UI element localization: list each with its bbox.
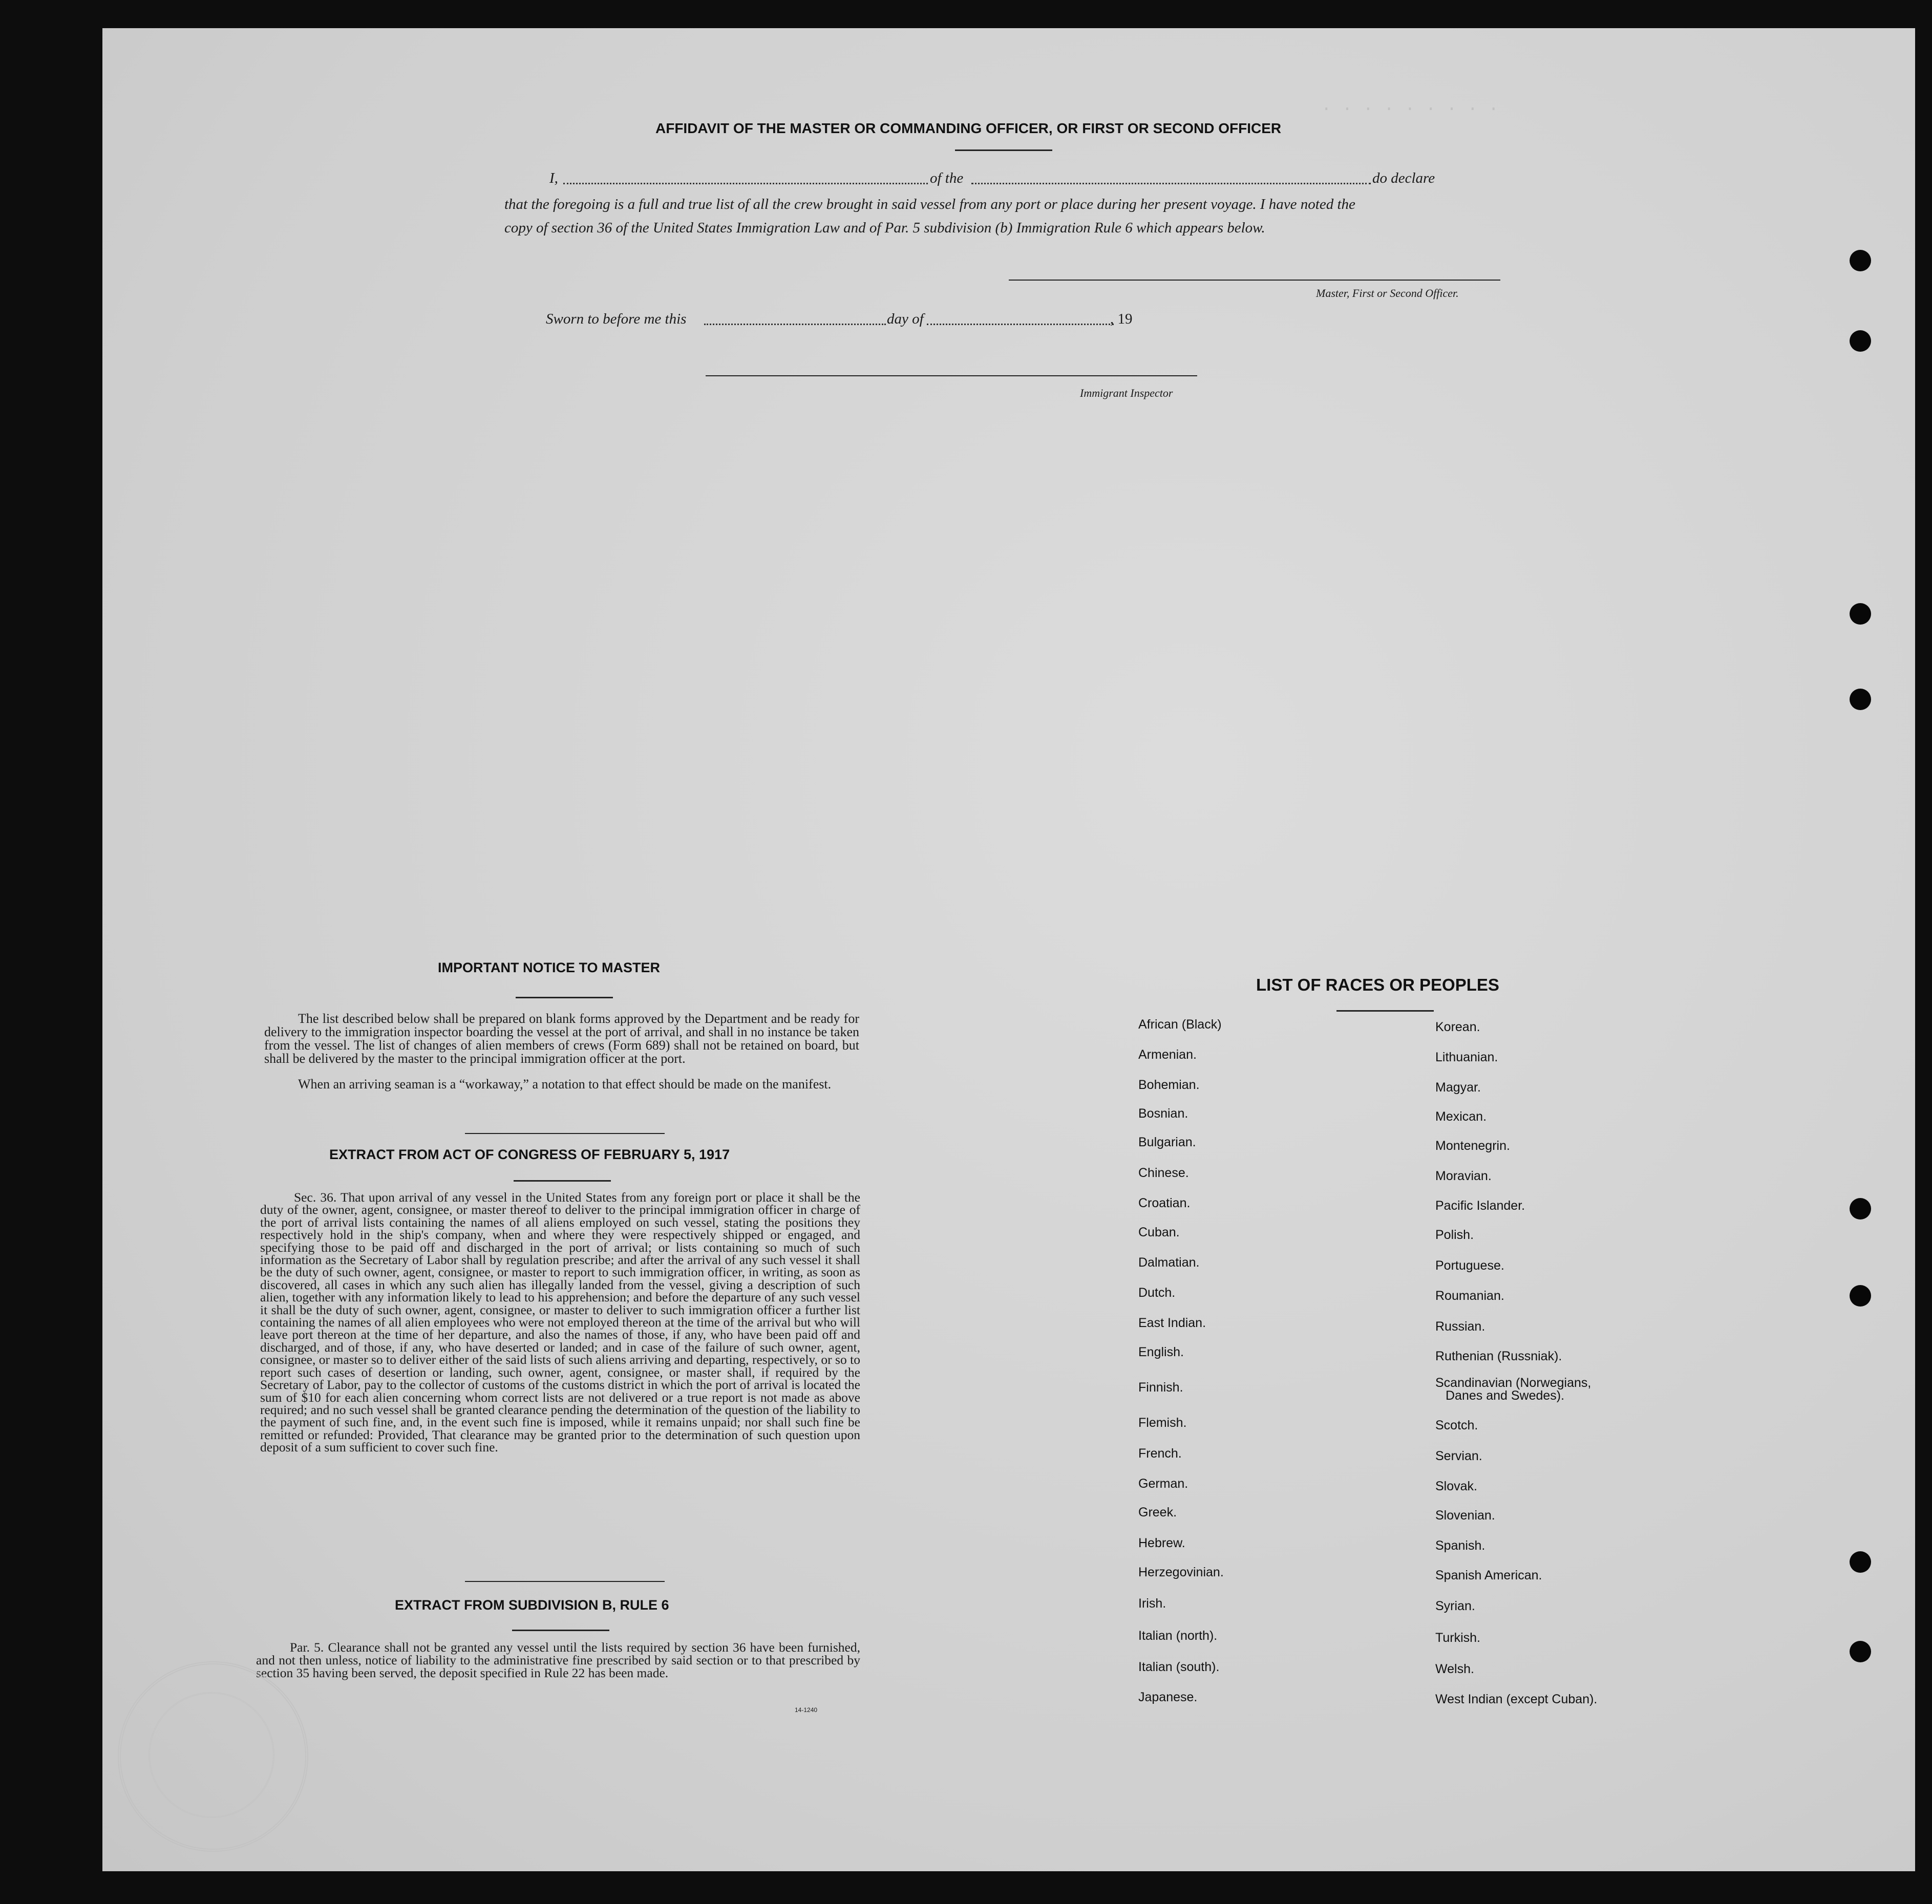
rule6-title: EXTRACT FROM SUBDIVISION B, RULE 6 xyxy=(395,1597,669,1613)
race-right-2: Lithuanian. xyxy=(1435,1050,1498,1064)
sworn-day-blank[interactable] xyxy=(704,324,886,325)
race-right-7: Pacific Islander. xyxy=(1435,1199,1525,1213)
race-left-14: Flemish. xyxy=(1138,1416,1187,1430)
vessel-blank[interactable] xyxy=(971,183,1371,184)
race-right-8: Polish. xyxy=(1435,1228,1474,1242)
race-left-21: Italian (north). xyxy=(1138,1629,1218,1643)
race-right-20: Spanish American. xyxy=(1435,1568,1542,1582)
master-caption: Master, First or Second Officer. xyxy=(1316,287,1459,299)
race-right-14: Danes and Swedes). xyxy=(1446,1388,1565,1403)
races-rule xyxy=(1336,1010,1434,1012)
punch-hole xyxy=(1850,1198,1871,1220)
do-declare-label: do declare xyxy=(1372,170,1435,186)
year-label: , 19 xyxy=(1110,311,1133,327)
inspector-caption: Immigrant Inspector xyxy=(1080,387,1173,399)
race-right-18: Slovenian. xyxy=(1435,1508,1495,1523)
race-right-9: Portuguese. xyxy=(1435,1258,1504,1273)
race-left-16: German. xyxy=(1138,1477,1188,1491)
race-left-4: Bosnian. xyxy=(1138,1106,1188,1121)
race-left-12: English. xyxy=(1138,1345,1184,1359)
act-title: EXTRACT FROM ACT OF CONGRESS OF FEBRUARY 5, 1917 xyxy=(329,1147,730,1162)
race-left-8: Cuban. xyxy=(1138,1225,1180,1239)
race-left-19: Herzegovinian. xyxy=(1138,1565,1224,1579)
notice-paragraph-2: When an arriving seaman is a “workaway,” a notation to that effect should be made on the manifest. xyxy=(298,1077,832,1092)
punch-hole xyxy=(1850,1551,1871,1573)
of-the-label: of the xyxy=(930,170,964,186)
race-right-22: Turkish. xyxy=(1435,1631,1480,1645)
race-right-13: Scandinavian (Norwegians, xyxy=(1435,1376,1591,1390)
embossed-seal-inner xyxy=(148,1692,274,1818)
race-right-15: Scotch. xyxy=(1435,1418,1478,1432)
punch-hole xyxy=(1850,250,1871,271)
race-right-16: Servian. xyxy=(1435,1449,1482,1463)
rule6-rule-top xyxy=(465,1581,665,1582)
notice-paragraph-1: The list described below shall be prepared on blank forms approved by the Department and be ready for delivery to the immigration inspector boarding the vessel at the port of arrival, and shall in no instance be taken from the vessel. The list of changes of alien members of crews (Form 689) shall not be retained on board, but shall be delivered by the master to the principal immigration officer at the port. xyxy=(264,1011,859,1066)
affidavit-line-1: that the foregoing is a full and true list of all the crew brought in said vessel from any port or place during her present voyage. I have noted the xyxy=(504,196,1355,212)
punch-hole xyxy=(1850,689,1871,710)
race-left-13: Finnish. xyxy=(1138,1380,1183,1395)
race-left-6: Chinese. xyxy=(1138,1166,1189,1180)
race-right-6: Moravian. xyxy=(1435,1169,1492,1183)
race-right-21: Syrian. xyxy=(1435,1599,1475,1613)
form-number: 14-1240 xyxy=(795,1706,818,1714)
race-right-23: Welsh. xyxy=(1435,1662,1474,1676)
document-page xyxy=(102,28,1915,1871)
race-right-12: Ruthenian (Russniak). xyxy=(1435,1349,1562,1363)
race-right-11: Russian. xyxy=(1435,1319,1485,1334)
act-rule xyxy=(514,1180,611,1182)
race-left-10: Dutch. xyxy=(1138,1286,1176,1300)
day-of-label: day of xyxy=(887,311,924,327)
race-left-9: Dalmatian. xyxy=(1138,1255,1200,1270)
master-signature-line[interactable] xyxy=(1009,280,1500,281)
race-left-23: Japanese. xyxy=(1138,1690,1198,1704)
race-left-3: Bohemian. xyxy=(1138,1078,1200,1092)
sworn-label: Sworn to before me this xyxy=(546,311,687,327)
race-left-20: Irish. xyxy=(1138,1596,1166,1611)
notice-rule xyxy=(516,997,613,998)
race-left-2: Armenian. xyxy=(1138,1047,1197,1062)
race-left-1: African (Black) xyxy=(1138,1017,1222,1032)
act-rule-top xyxy=(465,1133,665,1134)
race-left-15: French. xyxy=(1138,1446,1182,1461)
race-left-7: Croatian. xyxy=(1138,1196,1191,1210)
race-right-17: Slovak. xyxy=(1435,1479,1477,1493)
races-title: LIST OF RACES OR PEOPLES xyxy=(1256,975,1499,994)
race-left-5: Bulgarian. xyxy=(1138,1135,1196,1149)
race-right-3: Magyar. xyxy=(1435,1080,1481,1095)
inspector-signature-line[interactable] xyxy=(706,375,1197,376)
rule6-rule xyxy=(512,1630,609,1631)
race-right-19: Spanish. xyxy=(1435,1538,1485,1553)
race-right-1: Korean. xyxy=(1435,1020,1480,1034)
punch-hole xyxy=(1850,1285,1871,1307)
punch-hole xyxy=(1850,1641,1871,1662)
name-blank[interactable] xyxy=(563,183,928,184)
bleed-through-text: · · · · · · · · · xyxy=(1321,100,1499,119)
race-left-18: Hebrew. xyxy=(1138,1536,1185,1550)
affidavit-line-2: copy of section 36 of the United States Immigration Law and of Par. 5 subdivision (b) Immigration Rule 6 which appears below. xyxy=(504,220,1265,236)
affidavit-i-label: I, xyxy=(549,170,558,186)
race-left-22: Italian (south). xyxy=(1138,1660,1220,1674)
race-right-5: Montenegrin. xyxy=(1435,1139,1510,1153)
race-left-11: East Indian. xyxy=(1138,1316,1206,1330)
punch-hole xyxy=(1850,330,1871,352)
race-right-24: West Indian (except Cuban). xyxy=(1435,1692,1598,1706)
act-text: Sec. 36. That upon arrival of any vessel in the United States from any foreign port or place it shall be the duty of the owner, agent, consignee, or master thereof to deliver to the principal immigration officer in charge of the port of arrival lists containing the names of all aliens employed on such vessel, stating the positions they respectively hold in the ship's company, when and where they were respectively shipped or engaged, and specifying those to be paid off and discharged in the port of arrival; or lists containing so much of such information as the Secretary of Labor shall by regulation prescribe; and after the arrival of any such vessel it shall be the duty of such owner, agent, consignee, or master to report to such immigration officer, in writing, as soon as discovered, all cases in which any such alien has illegally landed from the vessel, giving a description of such alien, together with any information likely to lead to his apprehension; and before the departure of any such vessel it shall be the duty of such owner, agent, consignee, or master to deliver to such immigration officer a further list containing the names of all alien employees who were not employed thereon at the time of the arrival but who will leave port thereon at the time of her departure, and also the names of those, if any, who have been paid off and discharged, and of those, if any, who have deserted or landed; and in case of the failure of such owner, agent, consignee, or master so to deliver either of the said lists of such aliens arriving and departing, respectively, or so to report such cases of desertion or landing, such owner, agent, consignee, or master shall, if required by the Secretary of Labor, pay to the collector of customs of the customs district in which the port of arrival is located the sum of $10 for each alien concerning whom correct lists are not delivered or a true report is not made as above required; and no such vessel shall be granted clearance pending the determination of the question of the liability to the payment of such fine, and, in the event such fine is imposed, while it remains unpaid; nor shall such fine be remitted or refunded: Provided, That clearance may be granted prior to the determination of such question upon deposit of a sum sufficient to cover such fine. xyxy=(260,1190,860,1455)
title-rule xyxy=(955,149,1052,151)
affidavit-title: AFFIDAVIT OF THE MASTER OR COMMANDING OFFICER, OR FIRST OR SECOND OFFICER xyxy=(655,120,1282,136)
race-right-10: Roumanian. xyxy=(1435,1289,1504,1303)
sworn-month-blank[interactable] xyxy=(927,324,1114,325)
race-left-17: Greek. xyxy=(1138,1505,1177,1520)
punch-hole xyxy=(1850,603,1871,625)
notice-title: IMPORTANT NOTICE TO MASTER xyxy=(438,960,660,975)
race-right-4: Mexican. xyxy=(1435,1109,1487,1124)
rule6-text: Par. 5. Clearance shall not be granted any vessel until the lists required by section 36 have been furnished, and not then unless, notice of liability to the administrative fine prescribed by said section or to that prescribed by section 35 having been served, the deposit specified in Rule 22 has been made. xyxy=(256,1640,860,1680)
